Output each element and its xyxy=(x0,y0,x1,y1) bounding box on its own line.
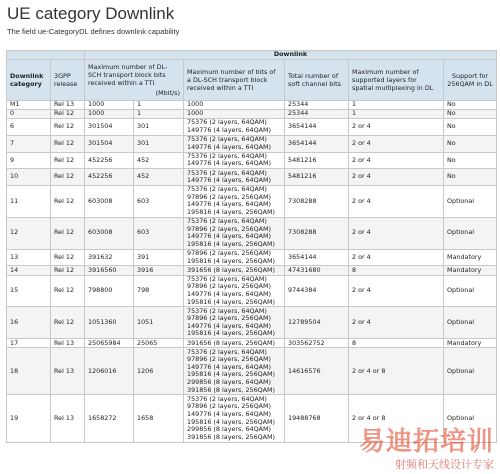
cell-category: 7 xyxy=(7,135,51,152)
table-row xyxy=(7,275,497,307)
cell-layers: 2 or 4 xyxy=(349,135,444,152)
cell-mbps: 798 xyxy=(134,275,184,307)
cell-256qam: Mandatory xyxy=(444,249,497,266)
cell-layers: 2 or 4 xyxy=(349,217,444,249)
cell-soft-bits: 303562752 xyxy=(285,339,349,348)
max-bits-entry: 97896 (2 layers, 256QAM) xyxy=(187,314,271,323)
max-bits-entry: 75376 (2 layers, 64QAM) xyxy=(187,306,267,315)
ue-category-table xyxy=(6,50,497,443)
max-bits-entry: 97896 (2 layers, 256QAM) xyxy=(187,192,271,201)
table-row xyxy=(7,249,497,266)
cell-layers: 2 or 4 xyxy=(349,185,444,217)
cell-tb-bits: 1051360 xyxy=(85,307,134,339)
cell-category: 19 xyxy=(7,395,51,442)
header-spacer xyxy=(7,51,85,60)
table-row xyxy=(7,110,497,119)
cell-category: M1 xyxy=(7,101,51,110)
cell-release: Rel 12 xyxy=(51,275,85,307)
cell-soft-bits: 25344 xyxy=(285,101,349,110)
cell-mbps: 25065 xyxy=(134,339,184,348)
cell-mbps: 301 xyxy=(134,119,184,136)
cell-mbps: 603 xyxy=(134,185,184,217)
cell-256qam: Optional xyxy=(444,217,497,249)
max-bits-entry: 75376 (2 layers, 64QAM) xyxy=(187,185,267,194)
max-bits-entry: 149776 (4 layers, 64QAM) xyxy=(187,289,271,298)
cell-256qam: Optional xyxy=(444,395,497,442)
cell-256qam: Mandatory xyxy=(444,266,497,275)
table-row xyxy=(7,395,497,442)
cell-mbps: 603 xyxy=(134,217,184,249)
cell-layers: 8 xyxy=(349,339,444,348)
max-bits-entry: 75376 (2 layers, 64QAM) xyxy=(187,217,267,226)
table-row xyxy=(7,217,497,249)
page-subtitle: The field ue-CategoryDL defines downlink capability xyxy=(7,27,180,36)
cell-release: Rel 12 xyxy=(51,266,85,275)
header-max-tb-bits-label: Maximum number of DL-SCH transport block bits received within a TTI xyxy=(88,63,168,87)
cell-mbps: 1 xyxy=(134,110,184,119)
cell-category: 18 xyxy=(7,348,51,395)
cell-tb-bits: 1658272 xyxy=(85,395,134,442)
page-title: UE category Downlink xyxy=(7,4,175,23)
cell-soft-bits: 3654144 xyxy=(285,135,349,152)
max-bits-entry: 299856 (8 layers, 64QAM) xyxy=(187,425,271,434)
cell-tb-bits: 301504 xyxy=(85,119,134,136)
table-row xyxy=(7,101,497,110)
cell-256qam: Optional xyxy=(444,348,497,395)
cell-soft-bits: 7308288 xyxy=(285,185,349,217)
header-mbps-unit: (Mbit/s) xyxy=(155,89,180,97)
downlink-group-header: Downlink xyxy=(85,51,497,60)
cell-release: Rel 12 xyxy=(51,185,85,217)
watermark-sub-text: 射频和天线设计专家 xyxy=(395,458,494,471)
table-row xyxy=(7,348,497,395)
max-bits-entry: 149776 (4 layers, 64QAM) xyxy=(187,142,271,151)
max-bits-entry: 75376 (2 layers, 64QAM) xyxy=(187,152,267,160)
max-bits-entry: 195816 (4 layers, 256QAM) xyxy=(187,297,276,306)
header-3gpp-release: 3GPP release xyxy=(51,60,85,101)
cell-max-bits-per-tb xyxy=(184,101,285,110)
cell-category: 6 xyxy=(7,119,51,136)
cell-category: 10 xyxy=(7,169,51,186)
cell-soft-bits: 12789504 xyxy=(285,307,349,339)
cell-mbps: 452 xyxy=(134,169,184,186)
cell-layers: 2 or 4 xyxy=(349,307,444,339)
cell-soft-bits: 19488768 xyxy=(285,395,349,442)
cell-release: Rel 12 xyxy=(51,217,85,249)
header-256qam-support: Support for 256QAM in DL xyxy=(444,60,497,101)
cell-category: 0 xyxy=(7,110,51,119)
cell-256qam: Optional xyxy=(444,275,497,307)
max-bits-entry: 75376 (2 layers, 64QAM) xyxy=(187,118,267,127)
cell-soft-bits: 3654144 xyxy=(285,249,349,266)
cell-category: 14 xyxy=(7,266,51,275)
cell-mbps: 3916 xyxy=(134,266,184,275)
header-max-bits-per-tb: Maximum number of bits of a DL-SCH transport block received within a TTI xyxy=(184,60,285,101)
cell-layers: 2 or 4 xyxy=(349,249,444,266)
cell-release: Rel 12 xyxy=(51,169,85,186)
cell-max-bits-per-tb xyxy=(184,217,285,249)
cell-tb-bits: 798800 xyxy=(85,275,134,307)
cell-tb-bits: 301504 xyxy=(85,135,134,152)
max-bits-entry: 149776 (4 layers, 64QAM) xyxy=(187,159,271,168)
max-bits-entry: 97896 (2 layers, 256QAM) xyxy=(187,402,271,411)
table-row xyxy=(7,339,497,348)
max-bits-entry: 1000 xyxy=(187,109,204,118)
cell-max-bits-per-tb xyxy=(184,348,285,395)
max-bits-entry: 149776 (4 layers, 64QAM) xyxy=(187,126,271,135)
cell-layers: 2 or 4 xyxy=(349,169,444,186)
cell-tb-bits: 1000 xyxy=(85,110,134,119)
cell-max-bits-per-tb xyxy=(184,152,285,169)
cell-release: Rel 12 xyxy=(51,135,85,152)
cell-soft-bits: 47431680 xyxy=(285,266,349,275)
cell-256qam: Optional xyxy=(444,185,497,217)
max-bits-entry: 195816 (4 layers, 256QAM) xyxy=(187,417,276,426)
cell-max-bits-per-tb xyxy=(184,110,285,119)
cell-category: 12 xyxy=(7,217,51,249)
cell-mbps: 1658 xyxy=(134,395,184,442)
max-bits-entry: 149776 (4 layers, 64QAM) xyxy=(187,176,271,185)
cell-release: Rel 13 xyxy=(51,348,85,395)
cell-max-bits-per-tb xyxy=(184,307,285,339)
table-row xyxy=(7,169,497,186)
cell-mbps: 391 xyxy=(134,249,184,266)
cell-256qam: No xyxy=(444,119,497,136)
max-bits-entry: 75376 (2 layers, 64QAM) xyxy=(187,394,267,403)
cell-256qam: No xyxy=(444,152,497,169)
table-row xyxy=(7,185,497,217)
cell-mbps: 1206 xyxy=(134,348,184,395)
cell-layers: 2 or 4 xyxy=(349,119,444,136)
cell-tb-bits: 452256 xyxy=(85,152,134,169)
max-bits-entry: 391656 (8 layers, 256QAM) xyxy=(187,265,276,274)
cell-mbps: 1 xyxy=(134,101,184,110)
cell-max-bits-per-tb xyxy=(184,135,285,152)
cell-release: Rel 13 xyxy=(51,395,85,442)
cell-category: 11 xyxy=(7,185,51,217)
cell-soft-bits: 14616576 xyxy=(285,348,349,395)
cell-tb-bits: 1000 xyxy=(85,101,134,110)
max-bits-entry: 195816 (4 layers, 256QAM) xyxy=(187,329,276,338)
max-bits-entry: 195816 (4 layers, 256QAM) xyxy=(187,207,276,216)
cell-mbps: 301 xyxy=(134,135,184,152)
table-body xyxy=(7,101,497,443)
cell-tb-bits: 391632 xyxy=(85,249,134,266)
cell-soft-bits: 7308288 xyxy=(285,217,349,249)
cell-layers: 8 xyxy=(349,266,444,275)
cell-release: Rel 12 xyxy=(51,249,85,266)
cell-tb-bits: 1206016 xyxy=(85,348,134,395)
table-row xyxy=(7,266,497,275)
max-bits-entry: 391656 (8 layers, 256QAM) xyxy=(187,338,276,347)
header-max-layers: Maximum number of supported layers for spatial multiplexing in DL xyxy=(349,60,444,101)
max-bits-entry: 75376 (2 layers, 64QAM) xyxy=(187,168,267,177)
max-bits-entry: 195816 (4 layers, 256QAM) xyxy=(187,370,276,379)
max-bits-entry: 75376 (2 layers, 64QAM) xyxy=(187,347,267,356)
cell-tb-bits: 3916560 xyxy=(85,266,134,275)
cell-release: Rel 12 xyxy=(51,110,85,119)
cell-tb-bits: 603008 xyxy=(85,217,134,249)
cell-category: 9 xyxy=(7,152,51,169)
cell-category: 13 xyxy=(7,249,51,266)
cell-mbps: 452 xyxy=(134,152,184,169)
max-bits-entry: 149776 (4 layers, 64QAM) xyxy=(187,362,271,371)
table-row xyxy=(7,152,497,169)
cell-tb-bits: 603008 xyxy=(85,185,134,217)
max-bits-entry: 149776 (4 layers, 64QAM) xyxy=(187,409,271,418)
cell-category: 15 xyxy=(7,275,51,307)
cell-max-bits-per-tb xyxy=(184,185,285,217)
watermark-main-text: 易迪拓培训 xyxy=(358,427,494,457)
cell-max-bits-per-tb xyxy=(184,119,285,136)
max-bits-entry: 149776 (4 layers, 64QAM) xyxy=(187,200,271,209)
cell-layers: 2 or 4 xyxy=(349,152,444,169)
cell-layers: 2 or 4 xyxy=(349,275,444,307)
cell-release: Rel 12 xyxy=(51,119,85,136)
cell-release: Rel 12 xyxy=(51,307,85,339)
cell-category: 16 xyxy=(7,307,51,339)
max-bits-entry: 299856 (8 layers, 64QAM) xyxy=(187,378,271,387)
cell-layers: 2 or 4 or 8 xyxy=(349,348,444,395)
cell-max-bits-per-tb xyxy=(184,275,285,307)
cell-layers: 2 or 4 or 8 xyxy=(349,395,444,442)
cell-256qam: Mandatory xyxy=(444,339,497,348)
max-bits-entry: 97896 (2 layers, 256QAM) xyxy=(187,355,271,364)
max-bits-entry: 391856 (8 layers, 256QAM) xyxy=(187,385,276,394)
cell-layers: 1 xyxy=(349,101,444,110)
table-row xyxy=(7,307,497,339)
max-bits-entry: 391856 (8 layers, 256QAM) xyxy=(187,432,276,441)
max-bits-entry: 97896 (2 layers, 256QAM) xyxy=(187,282,271,291)
cell-256qam: Optional xyxy=(444,307,497,339)
max-bits-entry: 97896 (2 layers, 256QAM) xyxy=(187,224,271,233)
max-bits-entry: 195816 (4 layers, 256QAM) xyxy=(187,256,276,265)
cell-max-bits-per-tb xyxy=(184,339,285,348)
cell-release: Rel 12 xyxy=(51,152,85,169)
max-bits-entry: 149776 (4 layers, 64QAM) xyxy=(187,321,271,330)
table-row xyxy=(7,119,497,136)
cell-max-bits-per-tb xyxy=(184,169,285,186)
table-row xyxy=(7,135,497,152)
max-bits-entry: 195816 (4 layers, 256QAM) xyxy=(187,239,276,248)
cell-max-bits-per-tb xyxy=(184,249,285,266)
max-bits-entry: 97896 (2 layers, 256QAM) xyxy=(187,249,271,257)
cell-layers: 1 xyxy=(349,110,444,119)
cell-256qam: No xyxy=(444,135,497,152)
max-bits-entry: 1000 xyxy=(187,100,204,109)
cell-256qam: No xyxy=(444,101,497,110)
cell-mbps: 1051 xyxy=(134,307,184,339)
cell-tb-bits: 25065984 xyxy=(85,339,134,348)
cell-256qam: No xyxy=(444,169,497,186)
cell-release: Rel 13 xyxy=(51,339,85,348)
cell-soft-bits: 25344 xyxy=(285,110,349,119)
header-max-tb-bits xyxy=(85,60,184,101)
cell-category: 17 xyxy=(7,339,51,348)
cell-soft-bits: 5481216 xyxy=(285,169,349,186)
cell-256qam: No xyxy=(444,110,497,119)
cell-max-bits-per-tb xyxy=(184,395,285,442)
cell-soft-bits: 3654144 xyxy=(285,119,349,136)
cell-tb-bits: 452256 xyxy=(85,169,134,186)
cell-release: Rel 13 xyxy=(51,101,85,110)
header-downlink-category: Downlink category xyxy=(7,60,51,101)
header-soft-channel-bits: Total number of soft channel bits xyxy=(285,60,349,101)
max-bits-entry: 75376 (2 layers, 64QAM) xyxy=(187,135,267,144)
cell-soft-bits: 5481216 xyxy=(285,152,349,169)
cell-soft-bits: 9744384 xyxy=(285,275,349,307)
max-bits-entry: 149776 (4 layers, 64QAM) xyxy=(187,232,271,241)
cell-max-bits-per-tb xyxy=(184,266,285,275)
max-bits-entry: 75376 (2 layers, 64QAM) xyxy=(187,275,267,283)
